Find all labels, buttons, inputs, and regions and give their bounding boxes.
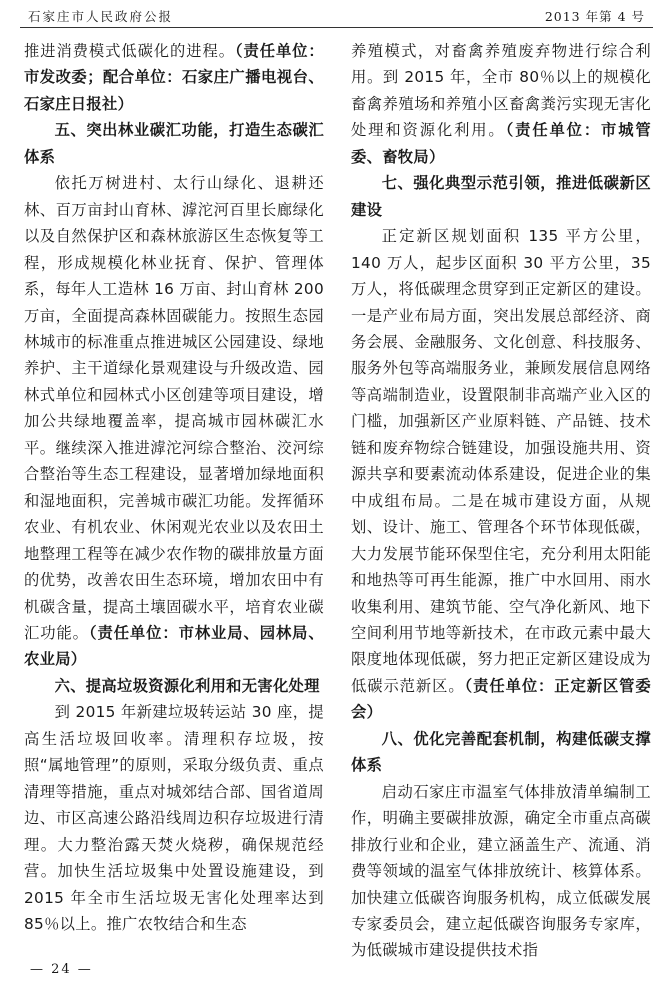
- section-heading-8: 八、优化完善配套机制，构建低碳支撑体系: [351, 729, 651, 775]
- page-number: — 24 —: [30, 962, 93, 977]
- left-column: [24, 38, 324, 937]
- paragraph: 到 2015 年新建垃圾转运站 30 座，提高生活垃圾回收率。清理积存垃圾，按照“属地管理”的原则，采取分级负责、重点清理等措施，重点对城郊结合部、国省道周边、市区高速公路沿线周边积存垃圾进行清理。大力整治露天焚火烧秽，确保规范经营。加快生活垃圾集中处置设施建设，到 2015 年全市生活垃圾无害化处理率达到 85％以上。推广农牧结合和生态: [24, 703, 324, 933]
- paragraph: 依托万树进村、太行山绿化、退耕还林、百万亩封山育林、滹沱河百里长廊绿化以及自然保护区和森林旅游区生态恢复等工程，形成规模化林业抚育、保护、管理体系，每年人工造林 16 万亩、封山育林 200 万亩，全面提高森林固碳能力。按照生态园林城市的标准重点推进城区公园建设、绿地养护、主干道绿化景观建设与升级改造、园林式单位和园林式小区创建等项目建设，增加公共绿地覆盖率，提高城市园林碳汇水平。继续深入推进滹沱河综合整治、洨河综合整治等生态工程建设，显著增加绿地面积和湿地面积，完善城市碳汇功能。发挥循环农业、有机农业、休闲观光农业以及农田土地整理工程等在减少农作物的碳排放量方面的优势，改善农田生态环境，增加农田中有机碳含量，提高土壤固碳水平，培育农业碳汇功能。（责任单位：市林业局、园林局、农业局）: [24, 174, 324, 669]
- paragraph: 推进消费模式低碳化的进程。（责任单位：市发改委；配合单位：石家庄广播电视台、石家庄日报社）: [24, 42, 324, 113]
- right-column: [351, 38, 651, 964]
- responsible-units: （责任单位：市发改委；配合单位：石家庄广播电视台、石家庄日报社）: [24, 42, 324, 113]
- header-divider: [20, 27, 653, 28]
- issue-number: 2013 年第 4 号: [544, 9, 645, 24]
- page-header: [20, 0, 653, 28]
- responsible-units: （责任单位：市城管委、畜牧局）: [351, 121, 651, 166]
- section-heading-7: 七、强化典型示范引领，推进低碳新区建设: [351, 174, 651, 219]
- section-heading-6: 六、提高垃圾资源化利用和无害化处理: [54, 676, 320, 695]
- paragraph: 正定新区规划面积 135 平方公里，140 万人，起步区面积 30 平方公里，35 万人，将低碳理念贯穿到正定新区的建设。一是产业布局方面，突出发展总部经济、商务会展、金融服务、文化创意、科技服务、服务外包等高端服务业，兼顾发展信息网络等高端制造业，设置限制非高端产业入区的门槛，加强新区产业原料链、产品链、技术链和废弃物综合链建设，加强设施共用、资源共享和要素流动体系建设，促进企业的集中成组布局。二是在城市建设方面，从规划、设计、施工、管理各个环节体现低碳，大力发展节能环保型住宅，充分利用太阳能和地热等可再生能源，推广中水回用、雨水收集利用、建筑节能、空气净化新风、地下空间利用节地等新技术，在市政元素中最大限度地体现低碳，努力把正定新区建设成为低碳示范新区。（责任单位：正定新区管委会）: [351, 227, 651, 722]
- responsible-units: （责任单位：正定新区管委会）: [351, 676, 651, 722]
- section-heading-5: 五、突出林业碳汇功能，打造生态碳汇体系: [24, 121, 324, 166]
- paragraph: 养殖模式，对畜禽养殖废弃物进行综合利用。到 2015 年，全市 80％以上的规模化畜禽养殖场和养殖小区畜禽粪污实现无害化处理和资源化利用。（责任单位：市城管委、畜牧局）: [351, 42, 651, 166]
- paragraph: 启动石家庄市温室气体排放清单编制工作，明确主要碳排放源，确定全市重点高碳排放行业和企业，建立涵盖生产、流通、消费等领域的温室气体排放统计、核算体系。加快建立低碳咨询服务机构，成立低碳发展专家委员会，建立起低碳咨询服务专家库，为低碳城市建设提供技术指: [351, 782, 651, 960]
- responsible-units: （责任单位：市林业局、园林局、农业局）: [24, 623, 324, 669]
- gazette-title: 石家庄市人民政府公报: [28, 9, 174, 24]
